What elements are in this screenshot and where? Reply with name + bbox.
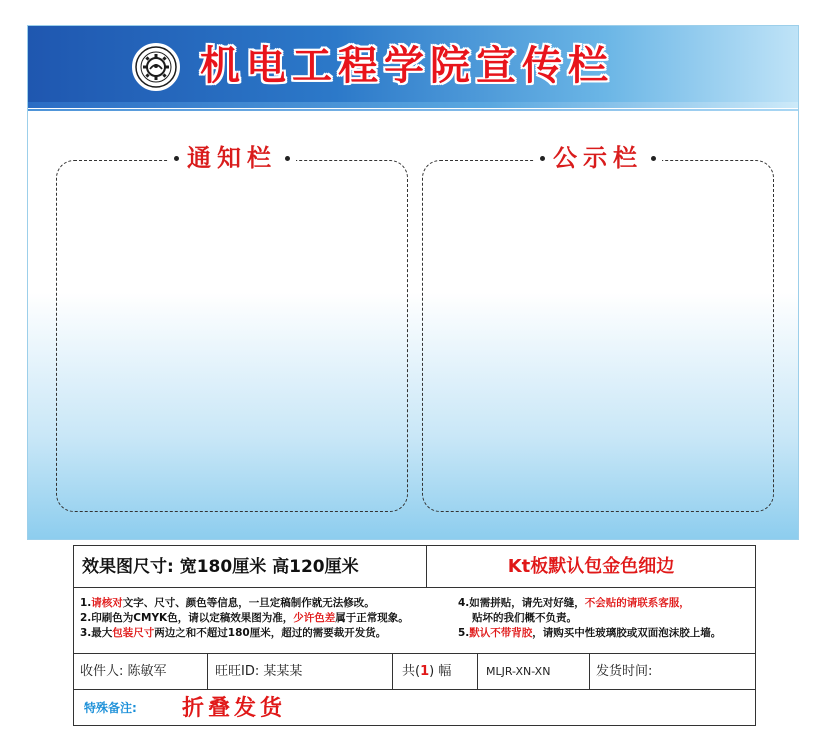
ship-time: 发货时间: <box>596 664 653 679</box>
note-2: 2.印刷色为CMYK色，请以定稿效果图为准，少许色差属于正常现象。 <box>80 612 409 624</box>
note-1: 1.请核对文字、尺寸、颜色等信息，一旦定稿制作就无法修改。 <box>80 597 375 609</box>
announcement-panel-label: 公示栏 <box>553 144 643 172</box>
material-label: Kt板默认包金色细边 <box>507 556 675 577</box>
banner-stripe <box>28 102 798 108</box>
bulletin-board <box>27 25 799 540</box>
bullet-dot-icon <box>285 156 290 161</box>
board-title: 机电工程学院宣传栏 <box>200 43 614 89</box>
special-note-label: 特殊备注: <box>84 701 137 715</box>
notice-panel <box>56 144 408 512</box>
notes-row <box>74 588 755 654</box>
bullet-dot-icon <box>540 156 545 161</box>
note-3: 3.最大包装尺寸两边之和不超过180厘米，超过的需要裁开发货。 <box>80 627 387 639</box>
notice-panel-label: 通知栏 <box>187 144 277 172</box>
college-emblem-icon <box>132 43 180 91</box>
bullet-dot-icon <box>174 156 179 161</box>
order-info-table <box>73 545 756 726</box>
size-row <box>74 546 755 588</box>
divider <box>392 654 393 689</box>
note-4-cont: 贴坏的我们概不负责。 <box>472 612 577 624</box>
bullet-dot-icon <box>651 156 656 161</box>
banner-stripe-thin <box>28 109 798 111</box>
notice-panel-header <box>168 141 296 175</box>
sheet-count: 共(1) 幅 <box>402 664 452 679</box>
divider <box>207 654 208 689</box>
recipient: 收件人: 陈敏军 <box>80 664 167 679</box>
shipping-row <box>74 654 755 690</box>
wangwang-id: 旺旺ID: 某某某 <box>215 664 303 679</box>
note-4: 4.如需拼贴，请先对好缝，不会贴的请联系客服， <box>458 597 690 609</box>
announcement-panel <box>422 144 774 512</box>
note-5: 5.默认不带背胶，请购买中性玻璃胶或双面泡沫胶上墙。 <box>458 627 722 639</box>
special-note-value: 折叠发货 <box>182 696 287 721</box>
special-note-row <box>74 690 755 727</box>
size-label: 效果图尺寸: 宽180厘米 高120厘米 <box>82 557 359 577</box>
divider <box>477 654 478 689</box>
divider <box>589 654 590 689</box>
announcement-panel-header <box>534 141 662 175</box>
product-code: MLJR-XN-XN <box>486 665 551 678</box>
